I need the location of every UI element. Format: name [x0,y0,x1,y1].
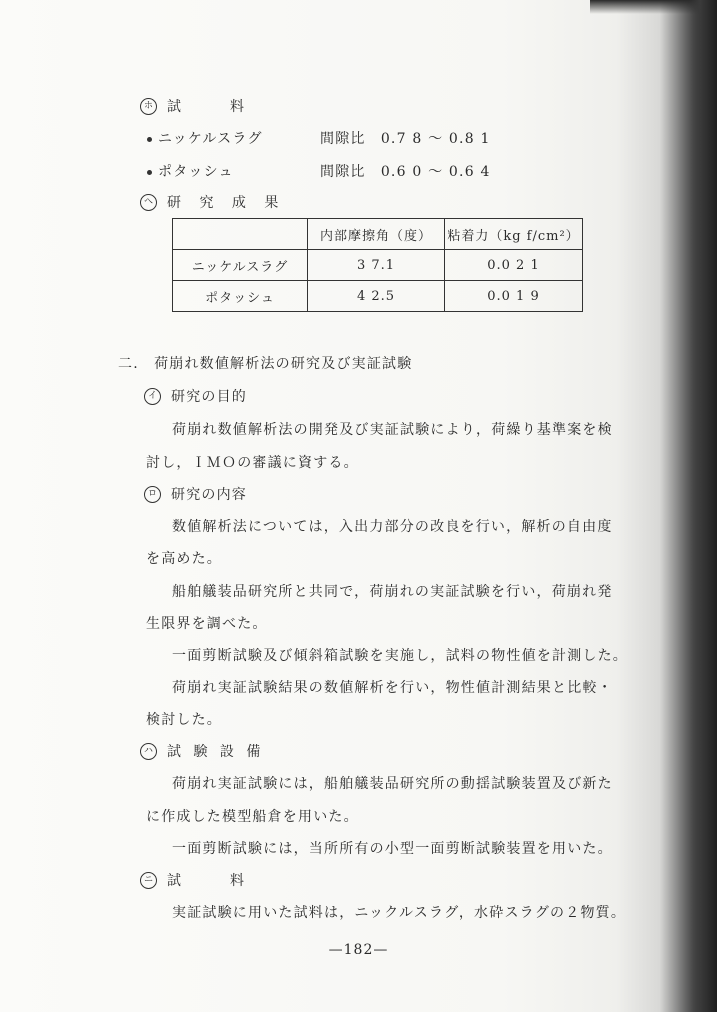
table-header-cell [173,219,308,250]
purpose-heading: イ 研究の目的 [144,386,247,406]
paragraph-line: を高めた。 [146,551,222,567]
table-row [173,281,583,312]
results-table [172,218,583,312]
table-header-cell: 内部摩擦角（度） [308,219,445,250]
paragraph-line: 一面剪断試験には，当所所有の小型一面剪断試験装置を用いた。 [172,841,613,857]
table-cell: ポタッシュ [173,281,308,312]
circled-marker-icon: ハ [140,743,157,760]
table-cell: 0.0 2 1 [445,250,583,281]
equipment-heading: ハ 試 験 設 備 [140,741,264,761]
paragraph-line: 一面剪断試験及び傾斜箱試験を実施し，試料の物性値を計測した。 [172,648,628,664]
paragraph-line: 生限界を調べた。 [146,616,268,632]
paragraph-line: 荷崩れ実証試験には，船舶艤装品研究所の動揺試験装置及び新た [172,776,613,792]
circled-marker-icon: ホ [140,98,157,115]
paragraph-line: 討し，ＩＭＯの審議に資する。 [146,455,359,471]
paragraph-line: 数値解析法については，入出力部分の改良を行い，解析の自由度 [172,519,613,535]
section-specimen-heading: ホ 試 料 [140,96,251,116]
paragraph-line: 船舶艤装品研究所と共同で，荷崩れの実証試験を行い，荷崩れ発 [172,584,613,600]
paragraph-line: 荷崩れ実証試験結果の数値解析を行い，物性値計測結果と比較・ [172,680,613,696]
paragraph-line: 実証試験に用いた試料は，ニックルスラグ，水砕スラグの２物質。 [172,905,627,921]
table-header-row [173,219,583,250]
circled-marker-icon: ニ [140,872,157,889]
paragraph-line: 検討した。 [146,712,222,728]
specimen-item-potash: ポタッシュ [147,161,234,181]
table-row [173,250,583,281]
specimen-item-potash-ratio: 間隙比 0.6 0 ～ 0.6 4 [320,164,491,180]
table-cell: 3 7.1 [308,250,445,281]
table-cell: 4 2.5 [308,281,445,312]
materials-heading: ニ 試 料 [140,870,251,890]
circled-marker-icon: ロ [144,486,161,503]
bullet-icon [147,170,152,175]
specimen-item-nickel: ニッケルスラグ [147,128,263,148]
circled-marker-icon: イ [144,388,161,405]
content-heading: ロ 研究の内容 [144,484,247,504]
table-cell: ニッケルスラグ [173,250,308,281]
table-cell: 0.0 1 9 [445,281,583,312]
paragraph-line: 荷崩れ数値解析法の開発及び実証試験により，荷繰り基準案を検 [172,422,613,438]
scan-edge-right [689,0,717,1012]
chapter-title: 二. 荷崩れ数値解析法の研究及び実証試験 [118,356,413,372]
paragraph-line: に作成した模型船倉を用いた。 [146,809,359,825]
specimen-item-nickel-ratio: 間隙比 0.7 8 ～ 0.8 1 [320,131,491,147]
bullet-icon [147,137,152,142]
table-header-cell: 粘着力（kg f/cm²） [445,219,583,250]
circled-marker-icon: へ [140,194,157,211]
section-results-heading: へ 研 究 成 果 [140,192,285,212]
page-number: —182— [328,942,389,958]
